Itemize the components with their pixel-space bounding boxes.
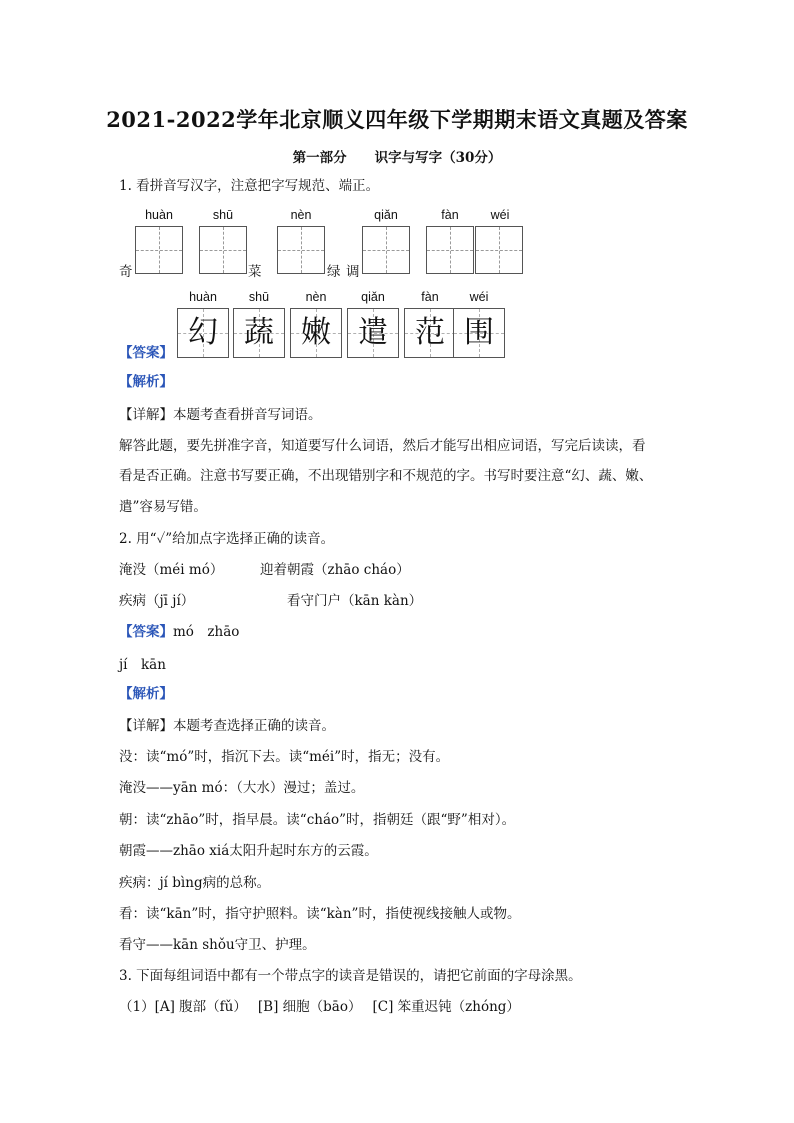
q2-option-1[interactable]: 淹没（méi mó） xyxy=(119,562,224,578)
q1-answer-char-1: 幻 xyxy=(188,315,218,350)
q1-pinyin-6: wéi xyxy=(490,208,510,222)
q2-option-2[interactable]: 迎着朝霞（zhāo cháo） xyxy=(260,562,410,578)
q2-explain-line-6: 看：读“kān”时，指守护照料。读“kàn”时，指使视线接触人或物。 xyxy=(119,906,521,922)
q1-answer-pinyin-5: fàn xyxy=(421,290,439,304)
q2-explain-line-1: 没：读“mó”时，指沉下去。读“méi”时，指无；没有。 xyxy=(119,749,450,765)
q1-detail-text: 本题考查看拼音写词语。 xyxy=(173,407,322,423)
q2-option-4[interactable]: 看守门户（kān kàn） xyxy=(287,593,423,609)
q2-stem: 2. 用“✓”给加点字选择正确的读音。 xyxy=(119,531,335,547)
q1-answer-box-3 xyxy=(290,308,342,358)
q2-explain-line-4: 朝霞——zhāo xiá太阳升起时东方的云霞。 xyxy=(119,843,378,859)
q2-analysis-label: 【解析】 xyxy=(119,686,173,702)
q1-analysis-label: 【解析】 xyxy=(119,374,173,390)
q3-item-1[interactable]: （1）[A] 腹部（fǔ） [B] 细胞（bāo） [C] 笨重迟钝（zhóng） xyxy=(119,999,520,1015)
q1-pinyin-4: qiǎn xyxy=(374,208,398,222)
q1-answer-char-5: 范 xyxy=(415,315,445,350)
q1-pinyin-1: huàn xyxy=(145,208,173,222)
q2-answer-line-2: jí kān xyxy=(119,657,166,673)
q1-word-1: 奇 xyxy=(119,264,133,280)
part-name: 第一部分 xyxy=(292,150,347,166)
q2-detail-text: 本题考查选择正确的读音。 xyxy=(173,718,335,734)
q1-answer-box-4 xyxy=(347,308,399,358)
q1-answer-char-3: 嫩 xyxy=(301,315,331,350)
q1-stem: 1. 看拼音写汉字，注意把字写规范、端正。 xyxy=(119,178,380,194)
q2-detail xyxy=(119,716,335,736)
q2-explain-line-3: 朝：读“zhāo”时，指早晨。读“cháo”时，指朝廷（跟“野”相对）。 xyxy=(119,812,516,828)
q2-option-3[interactable]: 疾病（jī jí） xyxy=(119,593,195,609)
q1-answer-pinyin-6: wéi xyxy=(469,290,489,304)
q1-answer-box-6 xyxy=(453,308,505,358)
q3-stem: 3. 下面每组词语中都有一个带点字的读音是错误的，请把它前面的字母涂黑。 xyxy=(119,968,582,984)
q2-explain-line-5: 疾病：jí bìng病的总称。 xyxy=(119,875,271,891)
section-heading xyxy=(0,146,794,166)
q1-word-2: 菜 xyxy=(248,264,262,280)
q1-answer-char-4: 遣 xyxy=(358,315,388,350)
q1-writing-box-5[interactable] xyxy=(426,226,474,274)
part-topic: 识字与写字（30分） xyxy=(374,150,502,166)
q1-writing-box-4[interactable] xyxy=(362,226,410,274)
q1-answer-label: 【答案】 xyxy=(119,345,173,361)
q1-writing-box-1[interactable] xyxy=(135,226,183,274)
page-title: 2021-2022学年北京顺义四年级下学期期末语文真题及答案 xyxy=(106,107,688,132)
q1-explain-line-1: 解答此题，要先拼准字音，知道要写什么词语，然后才能写出相应词语，写完后读读，看 xyxy=(119,438,646,454)
q1-answer-pinyin-3: nèn xyxy=(305,290,327,304)
q1-detail xyxy=(119,405,322,425)
q1-word-3: 绿 xyxy=(327,264,341,280)
q2-explain-line-7: 看守——kān shǒu守卫、护理。 xyxy=(119,937,316,953)
q1-word-4: 调 xyxy=(346,264,360,280)
q1-answer-pinyin-2: shū xyxy=(248,290,270,304)
q1-writing-box-3[interactable] xyxy=(277,226,325,274)
q1-answer-char-2: 蔬 xyxy=(244,315,274,350)
q1-explain-line-3: 遣”容易写错。 xyxy=(119,499,207,515)
q1-pinyin-3: nèn xyxy=(290,208,312,222)
q1-writing-box-2[interactable] xyxy=(199,226,247,274)
q2-detail-label: 【详解】 xyxy=(119,718,173,734)
q2-explain-line-2: 淹没——yān mó：（大水）漫过；盖过。 xyxy=(119,780,365,796)
q1-writing-box-6[interactable] xyxy=(475,226,523,274)
q1-answer-box-5 xyxy=(404,308,456,358)
q1-answer-box-2 xyxy=(233,308,285,358)
q1-answer-pinyin-4: qiǎn xyxy=(361,290,385,304)
q2-answer-label: 【答案】 xyxy=(119,624,173,640)
q2-answer-line-1: mó zhāo xyxy=(173,624,240,640)
q1-detail-label: 【详解】 xyxy=(119,407,173,423)
q1-pinyin-5: fàn xyxy=(441,208,459,222)
q1-answer-char-6: 围 xyxy=(464,315,494,350)
q1-explain-line-2: 看是否正确。注意书写要正确，不出现错别字和不规范的字。书写时要注意“幻、蔬、嫩、 xyxy=(119,468,653,484)
q1-answer-box-1 xyxy=(177,308,229,358)
q1-answer-pinyin-1: huàn xyxy=(189,290,217,304)
q2-answer xyxy=(119,622,239,642)
q1-pinyin-2: shū xyxy=(212,208,234,222)
